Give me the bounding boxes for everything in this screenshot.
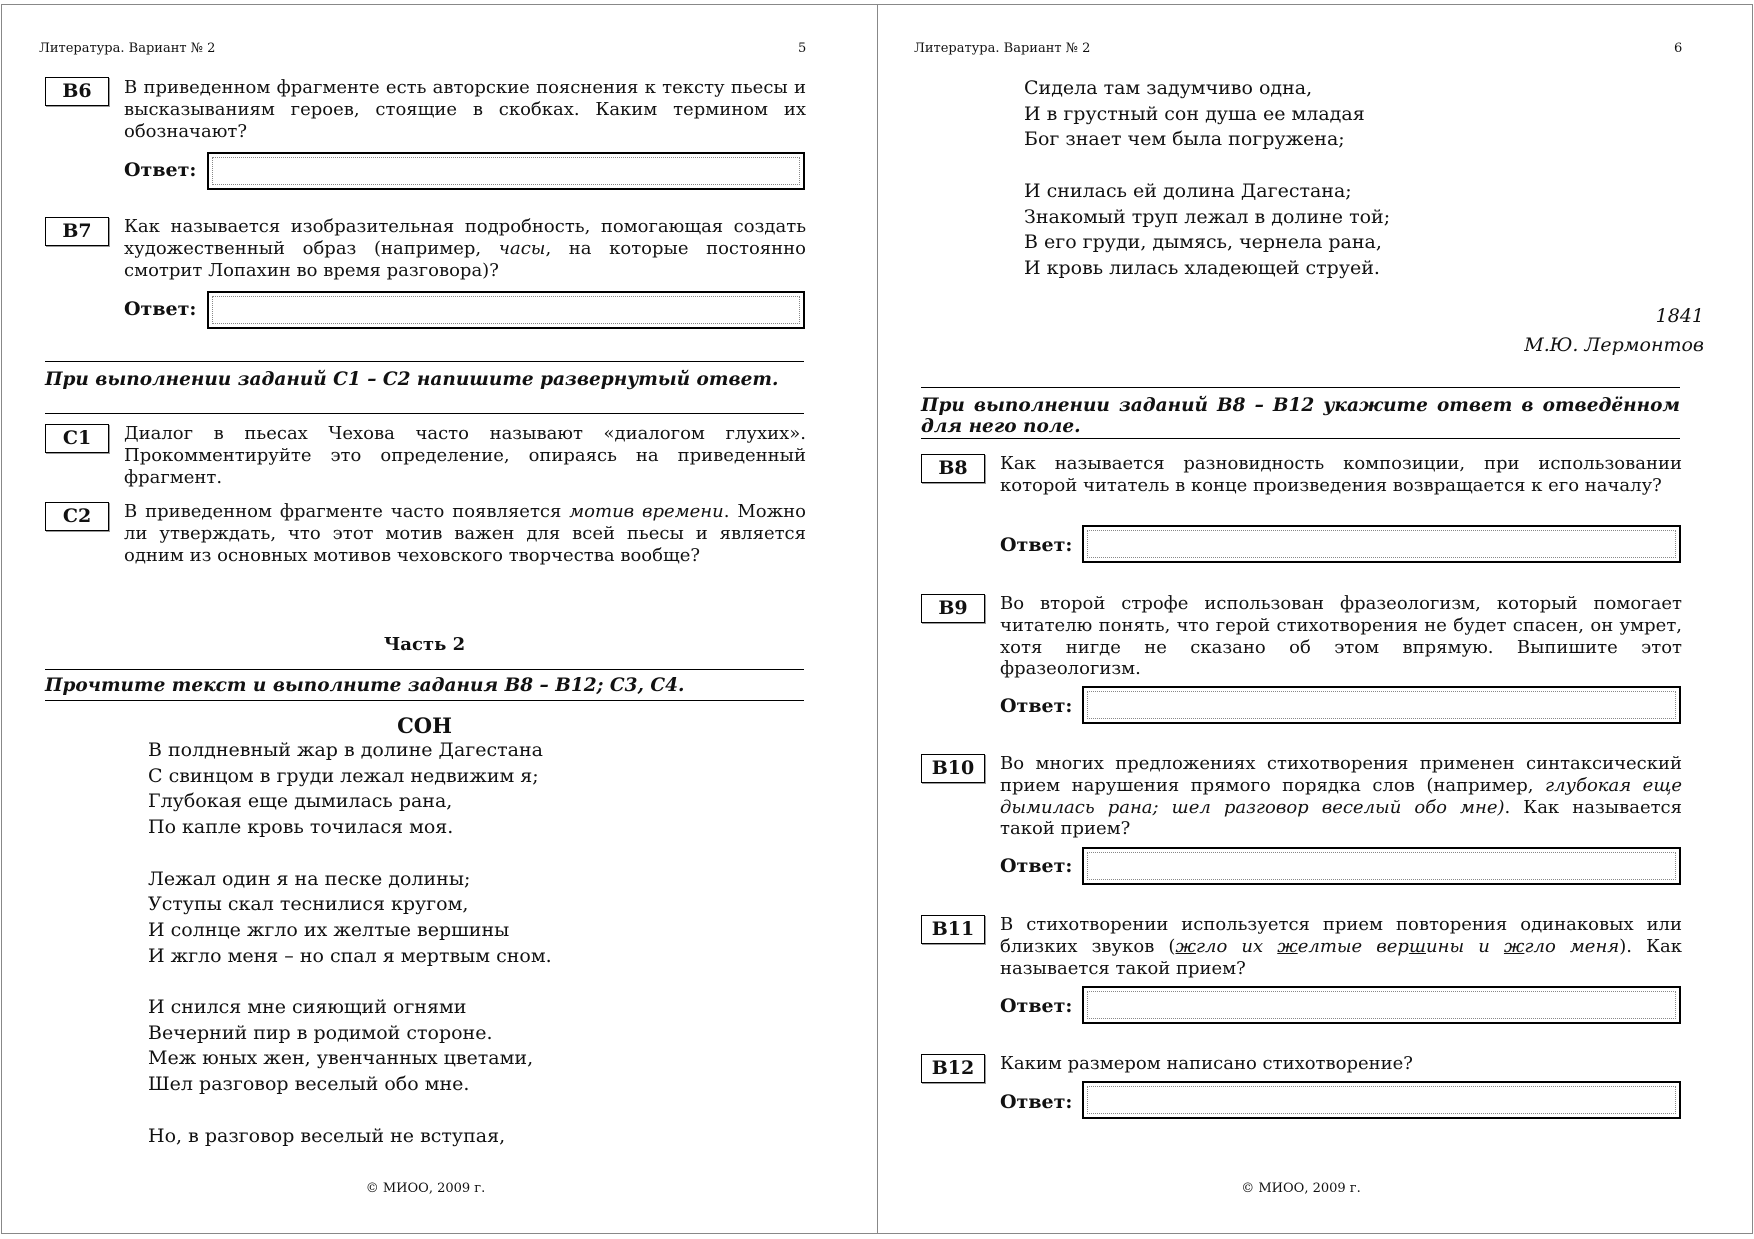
question-text-c1: Диалог в пьесах Чехова часто называют «диалогом глухих». Прокомментируйте это определение, опираясь на приведенный фрагмент. bbox=[124, 423, 806, 488]
answer-field-b7[interactable] bbox=[207, 291, 805, 329]
poem-year: 1841 bbox=[1655, 305, 1704, 327]
question-label-b10: В10 bbox=[921, 754, 985, 783]
question-label-c1: С1 bbox=[45, 424, 109, 453]
question-text-b9: Во второй строфе использован фразеологизм, который помогает читателю понять, что герой стихотворения не будет спасен, он умрет, хотя нигде не сказано об этом впрямую. Выпишите этот фразеологизм. bbox=[1000, 593, 1682, 680]
text: . Как называется такой прием? bbox=[1000, 796, 1682, 840]
italic-text: мотив времени bbox=[569, 501, 724, 522]
divider bbox=[45, 361, 804, 362]
italic-text: глубокая еще дымилась рана; шел разговор веселый обо мне) bbox=[1000, 774, 1682, 818]
underlined-letter: ш bbox=[1408, 935, 1427, 957]
answer-field-b6[interactable] bbox=[207, 152, 805, 190]
question-text-b8: Как называется разновидность композиции, при использовании которой читатель в конце произведения возвращается к его началу? bbox=[1000, 453, 1682, 496]
instruction-b: При выполнении заданий В8 – В12 укажите ответ в отведённом для него поле. bbox=[921, 395, 1680, 437]
left-page bbox=[1, 4, 878, 1234]
answer-label-b10: Ответ: bbox=[1000, 855, 1073, 877]
text: , на которые постоянно смотрит Лопахин во время разговора)? bbox=[124, 237, 806, 281]
answer-field-b12[interactable] bbox=[1082, 1081, 1681, 1119]
question-label-b7: В7 bbox=[45, 217, 109, 246]
divider bbox=[45, 700, 804, 701]
answer-label-b9: Ответ: bbox=[1000, 695, 1073, 717]
text: . Можно ли утверждать, что этот мотив важен для всей пьесы и является одним из основных мотивов чеховского творчества вообще? bbox=[124, 501, 806, 566]
divider bbox=[921, 387, 1680, 388]
page-header: Литература. Вариант № 2 bbox=[39, 41, 216, 56]
text: ). Как называется такой прием? bbox=[1000, 935, 1682, 979]
text: гло их bbox=[1195, 935, 1278, 957]
answer-label-b11: Ответ: bbox=[1000, 995, 1073, 1017]
page-number: 5 bbox=[798, 41, 807, 56]
question-text-b7 bbox=[124, 216, 806, 281]
answer-field-b9[interactable] bbox=[1082, 686, 1681, 724]
page-header: Литература. Вариант № 2 bbox=[914, 41, 1091, 56]
instruction-read: Прочтите текст и выполните задания В8 – В12; С3, С4. bbox=[45, 675, 685, 696]
question-text-b6: В приведенном фрагменте есть авторские пояснения к тексту пьесы и высказываниям героев, стоящие в скобках. Каким термином их обозначают? bbox=[124, 77, 806, 142]
text: Во многих предложениях стихотворения применен синтаксический прием нарушения прямого порядка слов (например, bbox=[1000, 753, 1682, 796]
text: В стихотворении используется прием повторения одинаковых или близких звуков ( bbox=[1000, 914, 1682, 957]
page-number: 6 bbox=[1674, 41, 1683, 56]
text: елтые вер bbox=[1297, 935, 1409, 957]
question-text-b11 bbox=[1000, 914, 1682, 979]
footer: © МИОО, 2009 г. bbox=[1241, 1181, 1361, 1196]
underlined-letter: ж bbox=[1503, 935, 1525, 957]
poem-text: В полдневный жар в долине Дагестана С свинцом в груди лежал недвижим я; Глубокая еще дымилась рана, По капле кровь точилася моя. Лежал один я на песке долины; Уступы скал теснилися кругом, И солнце жгло их желтые вершины И жгло меня – но спал я мертвым сном. И снился мне сияющий огнями Вечерний пир в родимой стороне. Меж юных жен, увенчанных цветами, Шел разговор веселый обо мне. Но, в разговор веселый не вступая, bbox=[148, 739, 552, 1147]
question-label-b9: В9 bbox=[921, 594, 985, 623]
part-title: Часть 2 bbox=[383, 634, 466, 655]
divider bbox=[45, 413, 804, 414]
answer-label-b7: Ответ: bbox=[124, 298, 197, 320]
question-label-b6: В6 bbox=[45, 77, 109, 106]
divider bbox=[921, 438, 1680, 439]
footer: © МИОО, 2009 г. bbox=[365, 1181, 486, 1196]
text: ины и bbox=[1426, 935, 1504, 957]
question-text-b10 bbox=[1000, 753, 1682, 840]
question-label-b8: В8 bbox=[921, 454, 985, 483]
italic-example bbox=[1175, 936, 1619, 957]
answer-field-b10[interactable] bbox=[1082, 847, 1681, 885]
text: Как называется изобразительная подробность, помогающая создать художественный образ (например, bbox=[124, 216, 806, 259]
answer-label-b8: Ответ: bbox=[1000, 534, 1073, 556]
answer-label-b6: Ответ: bbox=[124, 159, 197, 181]
answer-label-b12: Ответ: bbox=[1000, 1091, 1073, 1113]
instruction-c: При выполнении заданий С1 – С2 напишите развернутый ответ. bbox=[45, 369, 779, 390]
question-text-c2 bbox=[124, 501, 806, 566]
question-label-c2: С2 bbox=[45, 502, 109, 531]
question-label-b12: В12 bbox=[921, 1054, 985, 1083]
italic-text: часы bbox=[498, 237, 546, 259]
question-label-b11: В11 bbox=[921, 915, 985, 944]
underlined-letter: ж bbox=[1277, 935, 1298, 957]
poem-author: М.Ю. Лермонтов bbox=[1524, 334, 1704, 356]
poem-text: Сидела там задумчиво одна, И в грустный сон душа ее младая Бог знает чем была погружена; И снилась ей долина Дагестана; Знакомый труп лежал в долине той; В его груди, дымясь, чернела рана, И кровь лилась хладеющей струей. bbox=[1024, 77, 1391, 279]
question-text-b12: Каким размером написано стихотворение? bbox=[1000, 1053, 1413, 1074]
poem-title: СОН bbox=[397, 713, 452, 738]
answer-field-b11[interactable] bbox=[1082, 986, 1681, 1024]
divider bbox=[45, 669, 804, 670]
answer-field-b8[interactable] bbox=[1082, 525, 1681, 563]
text: В приведенном фрагменте часто появляется bbox=[124, 501, 570, 522]
underlined-letter: ж bbox=[1175, 935, 1196, 957]
right-page bbox=[877, 4, 1753, 1234]
text: гло меня bbox=[1524, 935, 1620, 957]
